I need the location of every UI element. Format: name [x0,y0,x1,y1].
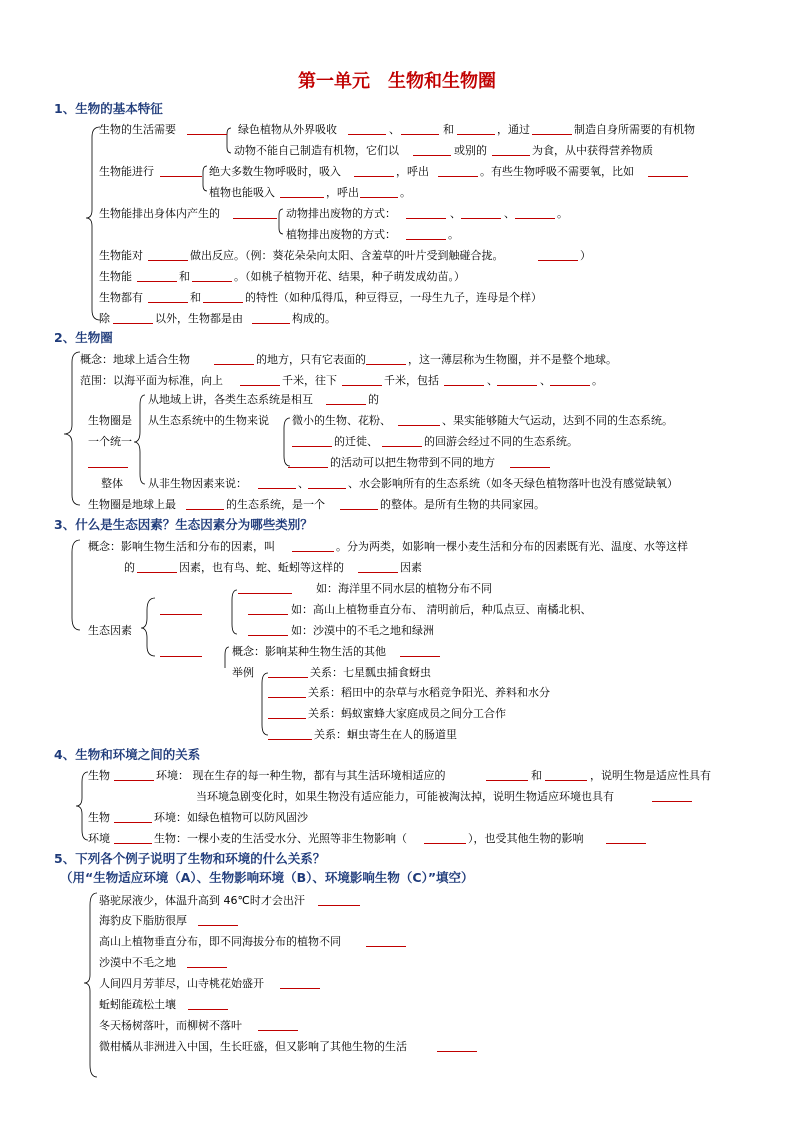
s2-text: 整体 [101,477,123,490]
example-item: 海豹皮下脂肪很厚 [99,914,187,927]
answer-blank[interactable] [318,893,360,906]
example-item: 冬天杨树落叶，而柳树不落叶 [99,1019,242,1032]
answer-blank[interactable] [268,727,312,740]
s1-text: 做出反应。（例：葵花朵朵向太阳、含羞草的叶片受到触碰合拢。 [190,249,504,262]
answer-blank[interactable] [233,206,277,219]
s2-text: 的地方，只有它表面的 [256,353,366,366]
s2-text: 的迁徙、 [334,435,378,448]
s2-text: 微小的生物、花粉、 [292,414,391,427]
example-item: 沙漠中不毛之地 [99,956,176,969]
s1-text: 除 [99,312,110,325]
section-4-heading: 4、生物和环境之间的关系 [54,747,201,762]
answer-blank[interactable] [292,539,334,552]
s2-text: 生物圈是 [88,414,132,427]
s2-text: 、水会影响所有的生态系统（如冬天绿色植物落叶也没有感觉缺氧） [348,477,678,490]
s1-text: 。 [448,228,459,241]
s3-text: 。分为两类，如影响一棵小麦生活和分布的因素既有光、温度、水等这样 [336,540,688,553]
s3-text: 关系：稻田中的杂草与水稻竞争阳光、养料和水分 [308,686,550,699]
example-item: 微柑橘从非洲进入中国，生长旺盛，但又影响了其他生物的生活 [99,1040,407,1053]
s3-text: 如：沙漠中的不毛之地和绿洲 [291,624,434,637]
answer-blank[interactable] [160,164,202,177]
s1-text: 植物排出废物的方式： [286,228,396,241]
s2-text: 生物圈是地球上最 [88,498,176,511]
answer-blank[interactable] [360,185,398,198]
answer-blank[interactable] [160,644,202,657]
s4-text: 环境：如绿色植物可以防风固沙 [154,811,308,824]
answer-blank[interactable] [461,206,501,219]
answer-blank[interactable] [252,311,290,324]
s2-text: 的回游会经过不同的生态系统。 [424,435,578,448]
s4-text: 生物：一棵小麦的生活受水分、光照等非生物影响（ [154,832,407,845]
answer-blank[interactable] [606,831,646,844]
example-item: 高山上植物垂直分布，即不同海拔分布的植物不同 [99,935,341,948]
s2-text: 从非生物因素来说： [148,477,247,490]
s3-text: 概念：影响生物生活和分布的因素，叫 [88,540,275,553]
answer-blank[interactable] [137,269,177,282]
s1-text: 生物能进行 [99,165,154,178]
s1-text: 生物能对 [99,249,143,262]
answer-blank[interactable] [88,455,128,468]
s4-text: ，说明生物是适应性具有 [590,769,711,782]
answer-blank[interactable] [187,122,227,135]
answer-blank[interactable] [258,1018,298,1031]
answer-blank[interactable] [192,269,232,282]
s2-text: 的生态系统，是一个 [226,498,325,511]
s1-life-needs-label: 生物的生活需要 [99,123,176,136]
s1-text: ，通过 [497,123,530,136]
answer-blank[interactable] [366,934,406,947]
answer-blank[interactable] [401,122,439,135]
s3-text: 关系：蛔虫寄生在人的肠道里 [314,728,457,741]
answer-blank[interactable] [160,602,202,615]
s4-text: 当环境急剧变化时，如果生物没有适应能力，可能被淘汰掉，说明生物适应环境也具有 [196,790,614,803]
answer-blank[interactable] [137,560,177,573]
s1-text: 动物排出废物的方式： [286,207,396,220]
s3-text: 举例 [232,666,254,679]
s3-text: 关系：七星瓢虫捕食蚜虫 [310,666,431,679]
answer-blank[interactable] [648,164,688,177]
answer-blank[interactable] [413,143,451,156]
answer-blank[interactable] [515,206,555,219]
s2-text: 、 [487,374,498,387]
s2-text: 、果实能够随大气运动，达到不同的生态系统。 [442,414,673,427]
s2-text: 千米，包括 [384,374,439,387]
answer-blank[interactable] [268,685,306,698]
section-1-heading: 1、生物的基本特征 [54,101,163,116]
answer-blank[interactable] [308,476,346,489]
answer-blank[interactable] [424,831,466,844]
answer-blank[interactable] [214,352,254,365]
answer-blank[interactable] [486,768,528,781]
s1-text: 和 [443,123,454,136]
s1-text: 和 [190,291,201,304]
answer-blank[interactable] [258,476,296,489]
example-item: 蚯蚓能疏松土壤 [99,998,176,1011]
answer-blank[interactable] [406,206,446,219]
answer-blank[interactable] [497,373,537,386]
s1-text: ，呼出 [396,165,429,178]
s4-text: 生物 [88,769,110,782]
s2-text: ，这一薄层称为生物圈，并不是整个地球。 [408,353,617,366]
answer-blank[interactable] [457,122,495,135]
s1-text: ） [580,249,591,262]
answer-blank[interactable] [438,164,478,177]
answer-blank[interactable] [510,455,550,468]
s1-text: 绿色植物从外界吸收 [238,123,337,136]
answer-blank[interactable] [550,373,590,386]
s1-text: 。 [557,207,568,220]
s1-text: 和 [179,270,190,283]
answer-blank[interactable] [652,789,692,802]
answer-blank[interactable] [532,122,572,135]
s1-text: 生物都有 [99,291,143,304]
s3-text: 如：高山上植物垂直分布、 清明前后，种瓜点豆、南橘北枳、 [291,603,592,616]
s2-text: 一个统一 [88,435,132,448]
s2-text: 范围：以海平面为标准，向上 [80,374,223,387]
s1-text: ，呼出 [326,186,359,199]
s3-text: 因素，也有鸟、蛇、蚯蚓等这样的 [179,561,344,574]
answer-blank[interactable] [280,185,324,198]
answer-blank[interactable] [114,831,152,844]
section-5-heading: 5、下列各个例子说明了生物和环境的什么关系？ [54,851,326,866]
answer-blank[interactable] [148,248,188,261]
answer-blank[interactable] [238,581,292,594]
answer-blank[interactable] [437,1039,477,1052]
answer-blank[interactable] [398,413,440,426]
answer-blank[interactable] [326,392,366,405]
example-item: 骆驼尿液少，体温升高到 46℃时才会出汗 [99,894,305,907]
s1-text: 绝大多数生物呼吸时，吸入 [209,165,341,178]
answer-blank[interactable] [186,497,224,510]
section-2-heading: 2、生物圈 [54,330,113,345]
s1-text: 构成的。 [292,312,336,325]
answer-blank[interactable] [406,227,446,240]
answer-blank[interactable] [188,997,228,1010]
answer-blank[interactable] [340,497,378,510]
answer-blank[interactable] [248,623,288,636]
s3-text: 如：海洋里不同水层的植物分布不同 [316,582,492,595]
answer-blank[interactable] [280,976,320,989]
s1-text: 生物能 [99,270,132,283]
s2-text: 、 [298,477,309,490]
s4-text: 生物 [88,811,110,824]
s4-text: ），也受其他生物的影响 [468,832,584,845]
answer-blank[interactable] [342,373,382,386]
s3-text: 因素 [400,561,422,574]
s1-text: 制造自身所需要的有机物 [574,123,695,136]
answer-blank[interactable] [366,352,406,365]
answer-blank[interactable] [358,560,398,573]
s1-text: 、 [504,207,515,220]
answer-blank[interactable] [492,143,530,156]
answer-blank[interactable] [292,434,332,447]
s1-text: 、 [450,207,461,220]
s2-text: 概念：地球上适合生物 [80,353,190,366]
s2-text: 千米，往下 [282,374,337,387]
answer-blank[interactable] [198,913,238,926]
s3-text: 生态因素 [88,624,132,637]
s2-text: 的整体。是所有生物的共同家园。 [380,498,545,511]
s2-text: 的 [368,393,379,406]
answer-blank[interactable] [354,164,394,177]
s1-text: 动物不能自己制造有机物，它们以 [234,144,399,157]
s3-text: 的 [124,561,135,574]
answer-blank[interactable] [248,602,288,615]
s1-text: 的特性（如种瓜得瓜，种豆得豆，一母生九子，连母是个样） [245,291,542,304]
answer-blank[interactable] [268,665,308,678]
answer-blank[interactable] [113,311,153,324]
answer-blank[interactable] [538,248,578,261]
answer-blank[interactable] [400,644,440,657]
example-item: 人间四月芳菲尽，山寺桃花始盛开 [99,977,264,990]
s4-text: 环境 [88,832,110,845]
answer-blank[interactable] [348,122,386,135]
s1-text: 或别的 [454,144,487,157]
answer-blank[interactable] [382,434,422,447]
answer-blank[interactable] [268,706,306,719]
answer-blank[interactable] [444,373,484,386]
s4-text: 环境： 现在生存的每一种生物，都有与其生活环境相适应的 [156,769,446,782]
answer-blank[interactable] [114,810,152,823]
s2-text: 从地域上讲，各类生态系统是相互 [148,393,313,406]
s2-text: 从生态系统中的生物来说 [148,414,269,427]
answer-blank[interactable] [288,455,328,468]
s1-text: 植物也能吸入 [209,186,275,199]
s1-text: 。（如桃子植物开花、结果，种子萌发成幼苗。） [234,270,465,283]
s1-text: 。有些生物呼吸不需要氧，比如 [480,165,634,178]
s2-text: 、 [540,374,551,387]
answer-blank[interactable] [187,955,227,968]
section-3-heading: 3、什么是生态因素？生态因素分为哪些类别？ [54,517,313,532]
s3-text: 概念：影响某种生物生活的其他 [232,645,386,658]
answer-blank[interactable] [545,768,587,781]
s1-text: 。 [400,186,411,199]
s1-text: 、 [389,123,400,136]
answer-blank[interactable] [240,373,280,386]
s4-text: 和 [531,769,542,782]
answer-blank[interactable] [203,290,243,303]
s1-text: 生物能排出身体内产生的 [99,207,220,220]
s1-text: 以外，生物都是由 [155,312,243,325]
s2-text: 的活动可以把生物带到不同的地方 [330,456,495,469]
page-title: 第一单元 生物和生物圈 [298,71,496,92]
answer-blank[interactable] [148,290,188,303]
section-5-subheading: （用“生物适应环境（A）、生物影响环境（B）、环境影响生物（C）”填空） [60,870,474,885]
s2-text: 。 [592,374,603,387]
answer-blank[interactable] [114,768,154,781]
s1-text: 为食，从中获得营养物质 [532,144,653,157]
s3-text: 关系：蚂蚁蜜蜂大家庭成员之间分工合作 [308,707,506,720]
